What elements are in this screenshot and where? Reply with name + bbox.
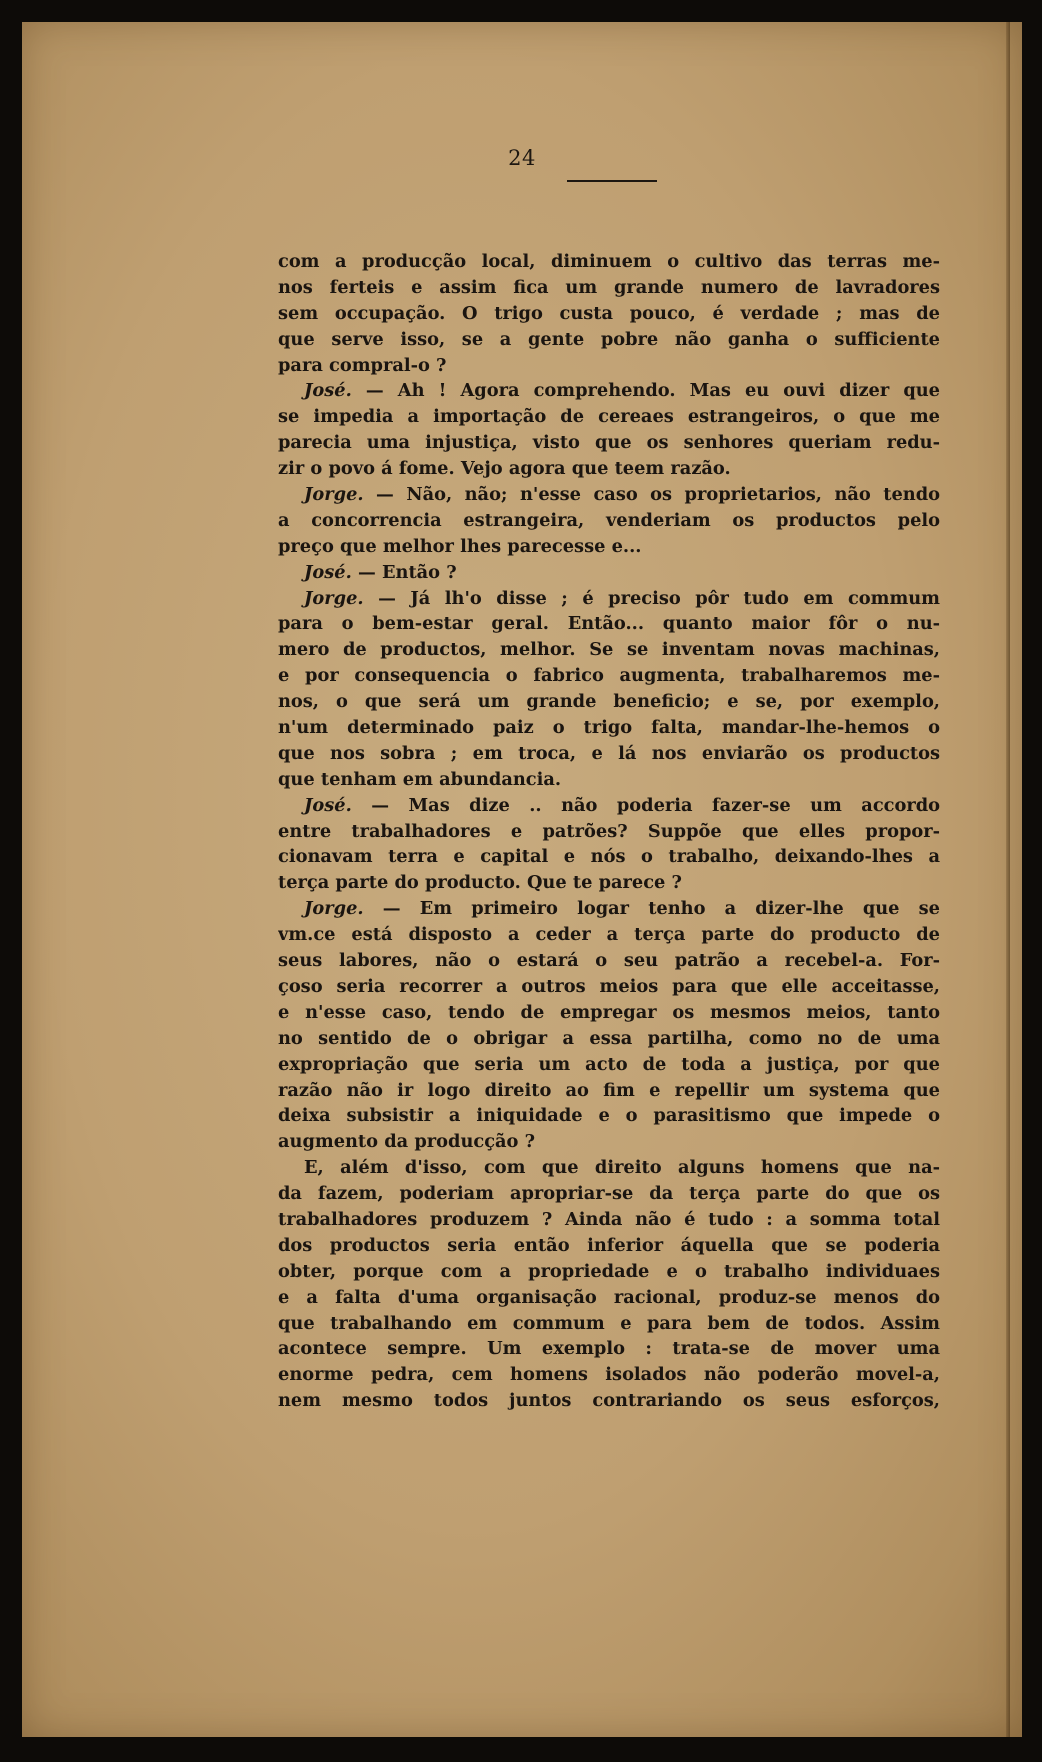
text-line: [278, 1336, 940, 1362]
text-line: [278, 1155, 940, 1181]
line-text: acontece sempre. Um exemplo : trata-se de mover uma: [278, 1338, 940, 1360]
text-line: [278, 1052, 940, 1078]
speaker-name: José.: [304, 794, 352, 816]
line-text: expropriação que seria um acto de toda a justiça, por que: [278, 1053, 940, 1075]
line-text: no sentido de o obrigar a essa partilha, como no de uma: [278, 1027, 940, 1049]
text-line: [278, 586, 940, 612]
text-line: [278, 1103, 940, 1129]
line-text: zir o povo á fome. Vejo agora que teem razão.: [278, 458, 731, 480]
text-line: [278, 637, 940, 663]
text-line: [278, 922, 940, 948]
text-line: [278, 1285, 940, 1311]
line-text: a concorrencia estrangeira, venderiam os productos pelo: [278, 509, 940, 531]
line-text: deixa subsistir a iniquidade e o parasitismo que impede o: [278, 1105, 940, 1127]
line-text: que trabalhando em commum e para bem de todos. Assim: [278, 1312, 940, 1334]
line-text: seus labores, não o estará o seu patrão a recebel-a. For-: [278, 950, 940, 972]
text-line: [278, 560, 940, 586]
speaker-name: Jorge.: [304, 484, 364, 506]
text-line: [278, 1362, 940, 1388]
body-text: [278, 249, 940, 1414]
line-text: — Mas dize .. não poderia fazer-se um accordo: [351, 794, 940, 816]
line-text: sem occupação. O trigo custa pouco, é verdade ; mas de: [278, 302, 940, 324]
text-line: [278, 741, 940, 767]
line-text: da fazem, poderiam apropriar-se da terça parte do que os: [278, 1183, 940, 1205]
line-text: obter, porque com a propriedade e o trabalho individuaes: [278, 1260, 940, 1282]
text-line: [278, 404, 940, 430]
text-line: [278, 663, 940, 689]
text-line: [278, 870, 940, 896]
text-line: [278, 534, 940, 560]
line-text: E, além d'isso, com que direito alguns homens que na-: [304, 1157, 940, 1179]
line-text: mero de productos, melhor. Se se inventam novas machinas,: [278, 639, 940, 661]
line-text: n'um determinado paiz o trigo falta, mandar-lhe-hemos o: [278, 717, 940, 739]
text-line: [278, 327, 940, 353]
speaker-name: José.: [304, 380, 352, 402]
text-line: [278, 430, 940, 456]
line-text: — Então ?: [351, 561, 457, 583]
page-edge: [1006, 22, 1010, 1737]
line-text: nos, o que será um grande beneficio; e se, por exemplo,: [278, 691, 940, 713]
text-line: [278, 456, 940, 482]
text-line: [278, 689, 940, 715]
book-page: [22, 22, 1022, 1737]
line-text: e n'esse caso, tendo de empregar os mesmos meios, tanto: [278, 1001, 940, 1023]
line-text: que nos sobra ; em troca, e lá nos enviarão os productos: [278, 742, 940, 764]
page-number-rule: [567, 180, 657, 182]
speaker-name: Jorge.: [304, 898, 364, 920]
line-text: e a falta d'uma organisação racional, produz-se menos do: [278, 1286, 940, 1308]
line-text: com a producção local, diminuem o cultivo das terras me-: [278, 251, 940, 272]
text-line: [278, 1207, 940, 1233]
line-text: para compral-o ?: [278, 354, 447, 376]
line-text: preço que melhor lhes parecesse e...: [278, 535, 642, 557]
line-text: que serve isso, se a gente pobre não ganha o sufficiente: [278, 328, 940, 350]
line-text: para o bem-estar geral. Então... quanto maior fôr o nu-: [278, 613, 940, 635]
text-line: [278, 1181, 940, 1207]
text-line: [278, 301, 940, 327]
line-text: — Em primeiro logar tenho a dizer-lhe que se: [363, 898, 940, 920]
text-line: [278, 1026, 940, 1052]
line-text: se impedia a importação de cereaes estrangeiros, o que me: [278, 406, 940, 428]
line-text: — Já lh'o disse ; é preciso pôr tudo em commum: [363, 587, 940, 609]
speaker-name: José.: [304, 561, 352, 583]
text-line: [278, 378, 940, 404]
text-line: [278, 1000, 940, 1026]
text-line: [278, 1129, 940, 1155]
line-text: nem mesmo todos juntos contrariando os seus esforços,: [278, 1390, 940, 1412]
text-line: [278, 249, 940, 275]
line-text: enorme pedra, cem homens isolados não poderão movel-a,: [278, 1364, 940, 1386]
text-line: [278, 1388, 940, 1414]
line-text: dos productos seria então inferior áquella que se poderia: [278, 1234, 940, 1256]
page-number: 24: [508, 146, 536, 170]
text-line: [278, 793, 940, 819]
line-text: razão não ir logo direito ao fim e repellir um systema que: [278, 1079, 940, 1101]
text-line: [278, 508, 940, 534]
text-line: [278, 974, 940, 1000]
text-line: [278, 767, 940, 793]
text-line: [278, 948, 940, 974]
text-line: [278, 482, 940, 508]
line-text: entre trabalhadores e patrões? Suppõe que elles propor-: [278, 820, 940, 842]
text-line: [278, 353, 940, 379]
line-text: terça parte do producto. Que te parece ?: [278, 872, 682, 894]
text-line: [278, 844, 940, 870]
line-text: nos ferteis e assim fica um grande numero de lavradores: [278, 276, 940, 298]
line-text: parecia uma injustiça, visto que os senhores queriam redu-: [278, 432, 940, 454]
line-text: vm.ce está disposto a ceder a terça parte do producto de: [278, 924, 940, 946]
line-text: e por consequencia o fabrico augmenta, trabalharemos me-: [278, 665, 940, 687]
text-line: [278, 819, 940, 845]
line-text: cionavam terra e capital e nós o trabalho, deixando-lhes a: [278, 846, 940, 868]
line-text: — Não, não; n'esse caso os proprietarios, não tendo: [363, 484, 940, 506]
text-line: [278, 275, 940, 301]
text-line: [278, 1311, 940, 1337]
text-line: [278, 611, 940, 637]
text-line: [278, 896, 940, 922]
line-text: çoso seria recorrer a outros meios para que elle acceitasse,: [278, 975, 940, 997]
text-line: [278, 1259, 940, 1285]
line-text: — Ah ! Agora comprehendo. Mas eu ouvi dizer que: [351, 380, 940, 402]
line-text: augmento da producção ?: [278, 1131, 536, 1153]
text-line: [278, 715, 940, 741]
speaker-name: Jorge.: [304, 587, 364, 609]
line-text: que tenham em abundancia.: [278, 768, 562, 790]
text-line: [278, 1078, 940, 1104]
text-line: [278, 1233, 940, 1259]
line-text: trabalhadores produzem ? Ainda não é tudo : a somma total: [278, 1208, 940, 1230]
